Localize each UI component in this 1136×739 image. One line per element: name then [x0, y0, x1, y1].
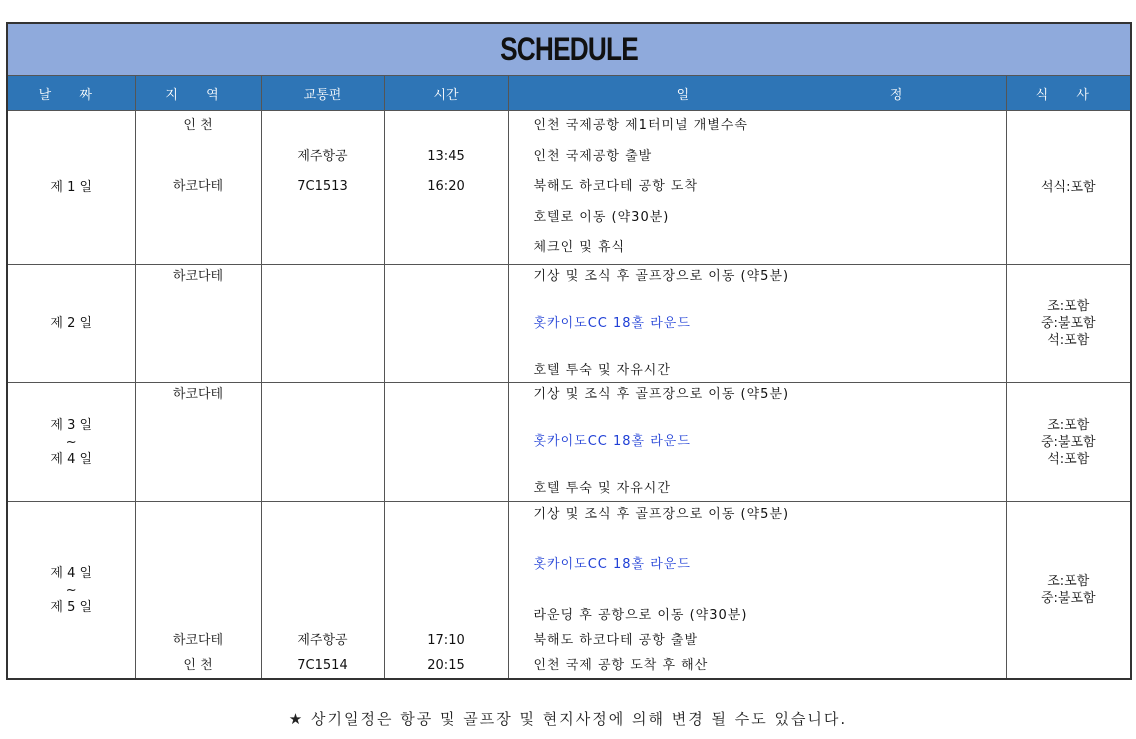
region-cell [135, 501, 261, 679]
region-cell-line [136, 430, 261, 454]
day-label-line: 제 2 일 [50, 316, 93, 332]
time-cell-line [385, 407, 508, 431]
transport-cell-line [262, 335, 384, 359]
time-cell-line [385, 477, 508, 501]
transport-cell-line: 7C1513 [297, 179, 348, 195]
time-cell-line [385, 335, 508, 359]
meal-cell-line: 석:포함 [1047, 451, 1090, 467]
schedule-title: SCHEDULE [500, 31, 638, 67]
itinerary-cell-line [509, 454, 1006, 478]
itinerary-cell-line: 호텔로 이동 (약30분) [533, 209, 670, 225]
transport-cell-line [262, 359, 384, 383]
time-cell-line: 16:20 [427, 179, 465, 195]
time-cell [384, 501, 508, 679]
time-cell-line [385, 552, 508, 577]
itinerary-cell [508, 111, 1006, 265]
schedule-note: ★ 상기일정은 항공 및 골프장 및 현지사정에 의해 변경 될 수도 있습니다. [288, 710, 848, 728]
transport-cell-line [262, 502, 384, 527]
itinerary-cell [508, 501, 1006, 679]
region-cell-line [136, 603, 261, 628]
itinerary-cell-line: 북해도 하코다테 공항 도착 [533, 179, 699, 195]
transport-cell-line: 제주항공 [297, 148, 348, 164]
day-label-line: 제 1 일 [50, 179, 93, 195]
time-cell-line: 20:15 [427, 658, 465, 674]
day-label [7, 111, 135, 265]
region-cell-line: 인 천 [183, 658, 213, 674]
transport-cell-line: 제주항공 [297, 632, 348, 648]
time-cell [384, 111, 508, 265]
region-cell-line [136, 477, 261, 501]
meal-cell [1006, 383, 1131, 502]
time-cell-line [385, 527, 508, 552]
day-label [7, 383, 135, 502]
transport-cell [261, 264, 384, 383]
itinerary-cell-line [509, 288, 1006, 312]
transport-cell-line [262, 312, 384, 336]
day-label-line: 제 4 일 [50, 451, 93, 467]
region-cell-line [136, 407, 261, 431]
transport-cell-line [262, 383, 384, 407]
time-cell-line [385, 502, 508, 527]
time-cell-line [385, 383, 508, 407]
region-cell-line [136, 578, 261, 603]
day-label-line: 제 3 일 [50, 417, 93, 433]
region-cell-line [136, 359, 261, 383]
meal-cell-line: 중:불포함 [1040, 591, 1096, 607]
header-region: 지 역 [135, 76, 261, 111]
itinerary-cell-line: 북해도 하코다테 공항 출발 [533, 632, 699, 648]
transport-cell-line [262, 430, 384, 454]
region-cell-line [136, 233, 261, 264]
region-cell-line [136, 552, 261, 577]
transport-cell-line: 7C1514 [297, 658, 348, 674]
region-cell-line [136, 502, 261, 527]
transport-cell-line [262, 233, 384, 264]
time-cell-line [385, 454, 508, 478]
day-label [7, 501, 135, 679]
day-label-line: ~ [65, 582, 77, 598]
header-transport: 교통편 [261, 76, 384, 111]
header-meal: 식 사 [1006, 76, 1131, 111]
meal-cell-line: 조:포함 [1047, 299, 1090, 315]
time-cell-line: 13:45 [427, 148, 465, 164]
itinerary-cell-line: 기상 및 조식 후 골프장으로 이동 (약5분) [533, 268, 790, 284]
itinerary-cell-line [509, 335, 1006, 359]
itinerary-cell-line [509, 527, 1006, 552]
transport-cell-line [262, 111, 384, 142]
time-cell-line [385, 312, 508, 336]
day-label-line: ~ [65, 434, 77, 450]
time-cell-line [385, 203, 508, 234]
transport-cell [261, 111, 384, 265]
title-row [7, 23, 1131, 76]
region-cell-line [136, 335, 261, 359]
meal-cell-line: 조:포함 [1047, 574, 1090, 590]
transport-cell-line [262, 578, 384, 603]
region-cell-line: 인 천 [183, 118, 213, 133]
header-itinerary-right: 정 [889, 87, 903, 103]
header-row [7, 76, 1131, 111]
transport-cell-line [262, 477, 384, 501]
transport-cell-line [262, 407, 384, 431]
time-cell-line [385, 265, 508, 289]
header-date: 날 짜 [7, 76, 135, 111]
day-label-line: 제 5 일 [50, 599, 93, 615]
day-label-line: 제 4 일 [50, 565, 93, 581]
time-cell-line: 17:10 [427, 632, 465, 648]
header-itinerary-left: 일 [676, 87, 690, 103]
itinerary-cell-line: 기상 및 조식 후 골프장으로 이동 (약5분) [533, 387, 790, 403]
time-cell-line [385, 233, 508, 264]
time-cell-line [385, 578, 508, 603]
itinerary-cell-line [509, 407, 1006, 431]
meal-cell [1006, 264, 1131, 383]
schedule-container [6, 22, 1130, 680]
meal-cell-line: 석식:포함 [1040, 179, 1096, 195]
transport-cell [261, 383, 384, 502]
itinerary-cell-line: 홋카이도CC 18홀 라운드 [533, 434, 691, 450]
time-cell [384, 264, 508, 383]
meal-cell [1006, 111, 1131, 265]
itinerary-cell-line: 기상 및 조식 후 골프장으로 이동 (약5분) [533, 506, 790, 522]
transport-cell-line [262, 552, 384, 577]
itinerary-cell-line: 호텔 투숙 및 자유시간 [533, 481, 671, 497]
region-cell [135, 264, 261, 383]
time-cell [384, 383, 508, 502]
day-row [7, 383, 1131, 502]
itinerary-cell-line: 홋카이도CC 18홀 라운드 [533, 315, 691, 331]
time-cell-line [385, 111, 508, 142]
region-cell [135, 383, 261, 502]
region-cell [135, 111, 261, 265]
transport-cell-line [262, 454, 384, 478]
transport-cell-line [262, 527, 384, 552]
time-cell-line [385, 603, 508, 628]
region-cell-line [136, 312, 261, 336]
day-row [7, 111, 1131, 265]
header-time: 시간 [384, 76, 508, 111]
meal-cell [1006, 501, 1131, 679]
day-label [7, 264, 135, 383]
transport-cell-line [262, 288, 384, 312]
itinerary-cell [508, 383, 1006, 502]
day-row [7, 501, 1131, 679]
meal-cell-line: 조:포함 [1047, 417, 1090, 433]
region-cell-line [136, 203, 261, 234]
transport-cell [261, 501, 384, 679]
region-cell-line [136, 454, 261, 478]
itinerary-cell-line: 인천 국제 공항 도착 후 해산 [533, 658, 709, 674]
meal-cell-line: 석:포함 [1047, 333, 1090, 349]
region-cell-line: 하코다테 [172, 632, 224, 648]
time-cell-line [385, 359, 508, 383]
schedule-table [6, 22, 1132, 680]
itinerary-cell-line: 체크인 및 휴식 [533, 240, 626, 256]
region-cell-line: 하코다테 [172, 387, 224, 403]
itinerary-cell-line [509, 578, 1006, 603]
header-itinerary [508, 76, 1006, 111]
itinerary-cell-line: 인천 국제공항 제1터미널 개별수속 [533, 118, 748, 133]
transport-cell-line [262, 265, 384, 289]
time-cell-line [385, 288, 508, 312]
itinerary-cell-line: 호텔 투숙 및 자유시간 [533, 362, 671, 378]
transport-cell-line [262, 603, 384, 628]
itinerary-cell-line: 홋카이도CC 18홀 라운드 [533, 557, 691, 573]
meal-cell-line: 중:불포함 [1040, 434, 1096, 450]
itinerary-cell-line: 라운딩 후 공항으로 이동 (약30분) [533, 607, 748, 623]
transport-cell-line [262, 203, 384, 234]
region-cell-line: 하코다테 [172, 268, 224, 284]
time-cell-line [385, 430, 508, 454]
day-row [7, 264, 1131, 383]
region-cell-line [136, 527, 261, 552]
itinerary-cell-line: 인천 국제공항 출발 [533, 148, 653, 164]
itinerary-cell [508, 264, 1006, 383]
region-cell-line [136, 288, 261, 312]
meal-cell-line: 중:불포함 [1040, 316, 1096, 332]
region-cell-line: 하코다테 [172, 179, 224, 195]
region-cell-line [136, 142, 261, 173]
